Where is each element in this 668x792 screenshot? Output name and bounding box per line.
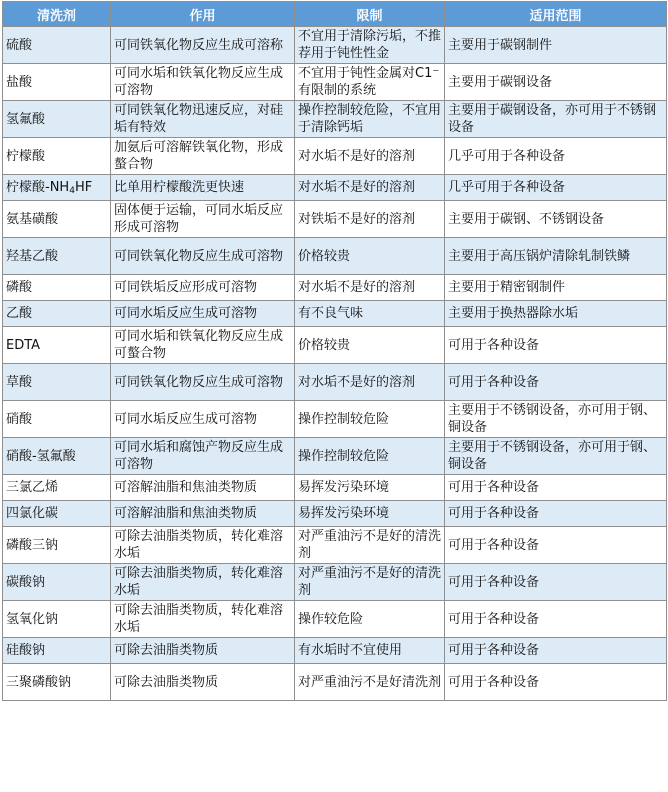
cell-limit: 对严重油污不是好的清洗剂 (295, 527, 445, 564)
cell-agent (3, 175, 111, 201)
table-row (3, 527, 667, 564)
cell-limit: 有不良气味 (295, 301, 445, 327)
cell-agent: 柠檬酸 (3, 138, 111, 175)
cell-limit: 对水垢不是好的溶剂 (295, 364, 445, 401)
header-limit: 限制 (295, 2, 445, 27)
table-row (3, 27, 667, 64)
cell-effect: 可同水垢反应生成可溶物 (111, 301, 295, 327)
cell-limit: 操作控制较危险 (295, 401, 445, 438)
table-row (3, 438, 667, 475)
table-row (3, 175, 667, 201)
cell-limit: 价格较贵 (295, 327, 445, 364)
cell-effect: 可除去油脂类物质，转化难溶水垢 (111, 601, 295, 638)
cell-scope: 主要用于碳钢设备 (445, 64, 667, 101)
cell-agent: 盐酸 (3, 64, 111, 101)
cell-agent: 氢氧化钠 (3, 601, 111, 638)
cell-effect: 可同水垢和铁氧化物反应生成可螯合物 (111, 327, 295, 364)
cell-scope: 几乎可用于各种设备 (445, 138, 667, 175)
cell-agent: 羟基乙酸 (3, 238, 111, 275)
table-row (3, 64, 667, 101)
table-header-row (3, 2, 667, 27)
header-scope: 适用范围 (445, 2, 667, 27)
header-effect: 作用 (111, 2, 295, 27)
cell-effect: 固体便于运输，可同水垢反应形成可溶物 (111, 201, 295, 238)
cell-limit: 对铁垢不是好的溶剂 (295, 201, 445, 238)
table-row (3, 638, 667, 664)
table-row (3, 301, 667, 327)
cell-limit: 操作控制较危险，不宜用于清除钙垢 (295, 101, 445, 138)
cell-agent: 草酸 (3, 364, 111, 401)
cell-scope: 主要用于换热器除水垢 (445, 301, 667, 327)
cell-limit: 不宜用于清除污垢，不推荐用于钝性性金 (295, 27, 445, 64)
cell-limit: 操作控制较危险 (295, 438, 445, 475)
table-row (3, 364, 667, 401)
cell-agent: 碳酸钠 (3, 564, 111, 601)
cell-scope: 主要用于碳钢、不锈钢设备 (445, 201, 667, 238)
cell-agent: 硫酸 (3, 27, 111, 64)
cell-effect: 可除去油脂类物质，转化难溶水垢 (111, 564, 295, 601)
cell-agent: 四氯化碳 (3, 501, 111, 527)
cell-effect: 可除去油脂类物质 (111, 638, 295, 664)
table-row (3, 475, 667, 501)
table-row (3, 327, 667, 364)
cell-agent: 氨基磺酸 (3, 201, 111, 238)
cell-effect: 可同铁氧化物反应生成可溶物 (111, 364, 295, 401)
cell-scope: 主要用于不锈钢设备，亦可用于钢、铜设备 (445, 401, 667, 438)
cell-effect: 可同水垢反应生成可溶物 (111, 401, 295, 438)
cell-agent: EDTA (3, 327, 111, 364)
cell-effect: 可同铁氧化物迅速反应，对硅垢有特效 (111, 101, 295, 138)
cell-scope: 主要用于高压锅炉清除轧制铁鳞 (445, 238, 667, 275)
cell-scope: 主要用于精密钢制件 (445, 275, 667, 301)
cell-limit: 操作较危险 (295, 601, 445, 638)
table-row (3, 664, 667, 701)
cell-effect: 可溶解油脂和焦油类物质 (111, 501, 295, 527)
cell-agent: 硝酸 (3, 401, 111, 438)
header-agent: 清洗剂 (3, 2, 111, 27)
agent-subscript: 4 (69, 186, 75, 196)
cell-effect: 可同铁氧化物反应生成可溶物 (111, 238, 295, 275)
table-row (3, 401, 667, 438)
cell-agent: 磷酸 (3, 275, 111, 301)
cell-scope: 可用于各种设备 (445, 327, 667, 364)
agent-prefix: 柠檬酸-NH (6, 180, 70, 195)
cell-limit: 易挥发污染环境 (295, 475, 445, 501)
cell-limit: 对严重油污不是好清洗剂 (295, 664, 445, 701)
cell-scope: 可用于各种设备 (445, 364, 667, 401)
cell-effect: 可同铁氧化物反应生成可溶称 (111, 27, 295, 64)
table-row (3, 238, 667, 275)
table-row (3, 601, 667, 638)
cell-agent: 磷酸三钠 (3, 527, 111, 564)
cell-effect: 可除去油脂类物质，转化难溶水垢 (111, 527, 295, 564)
cell-agent: 三氯乙烯 (3, 475, 111, 501)
cell-agent: 乙酸 (3, 301, 111, 327)
table-row (3, 201, 667, 238)
table-row (3, 101, 667, 138)
cell-effect: 可除去油脂类物质 (111, 664, 295, 701)
cell-limit: 易挥发污染环境 (295, 501, 445, 527)
cell-effect: 加氨后可溶解铁氧化物，形成螯合物 (111, 138, 295, 175)
table-row (3, 501, 667, 527)
cell-agent: 三聚磷酸钠 (3, 664, 111, 701)
cell-limit: 价格较贵 (295, 238, 445, 275)
cell-agent: 硝酸-氢氟酸 (3, 438, 111, 475)
cell-limit: 不宜用于钝性金属对C1⁻有限制的系统 (295, 64, 445, 101)
cell-scope: 可用于各种设备 (445, 664, 667, 701)
cell-effect: 比单用柠檬酸洗更快速 (111, 175, 295, 201)
cell-scope: 可用于各种设备 (445, 475, 667, 501)
cell-scope: 可用于各种设备 (445, 564, 667, 601)
cell-scope: 可用于各种设备 (445, 601, 667, 638)
cell-scope: 主要用于碳钢设备，亦可用于不锈钢设备 (445, 101, 667, 138)
cleaning-agents-table (2, 1, 667, 701)
agent-suffix: HF (74, 180, 93, 195)
cell-scope: 主要用于不锈钢设备，亦可用于钢、铜设备 (445, 438, 667, 475)
cell-agent: 氢氟酸 (3, 101, 111, 138)
cell-effect: 可同水垢和铁氧化物反应生成可溶物 (111, 64, 295, 101)
cell-limit: 对水垢不是好的溶剂 (295, 175, 445, 201)
cell-effect: 可溶解油脂和焦油类物质 (111, 475, 295, 501)
cell-effect: 可同水垢和腐蚀产物反应生成可溶物 (111, 438, 295, 475)
cell-agent: 硅酸钠 (3, 638, 111, 664)
cell-effect: 可同铁垢反应形成可溶物 (111, 275, 295, 301)
cell-scope: 可用于各种设备 (445, 527, 667, 564)
cell-limit: 对水垢不是好的溶剂 (295, 138, 445, 175)
table-row (3, 275, 667, 301)
cell-limit: 对严重油污不是好的清洗剂 (295, 564, 445, 601)
cell-scope: 可用于各种设备 (445, 638, 667, 664)
table-row (3, 564, 667, 601)
cell-limit: 对水垢不是好的溶剂 (295, 275, 445, 301)
cell-limit: 有水垢时不宜使用 (295, 638, 445, 664)
cell-scope: 几乎可用于各种设备 (445, 175, 667, 201)
cell-scope: 可用于各种设备 (445, 501, 667, 527)
table-row (3, 138, 667, 175)
cell-scope: 主要用于碳钢制件 (445, 27, 667, 64)
